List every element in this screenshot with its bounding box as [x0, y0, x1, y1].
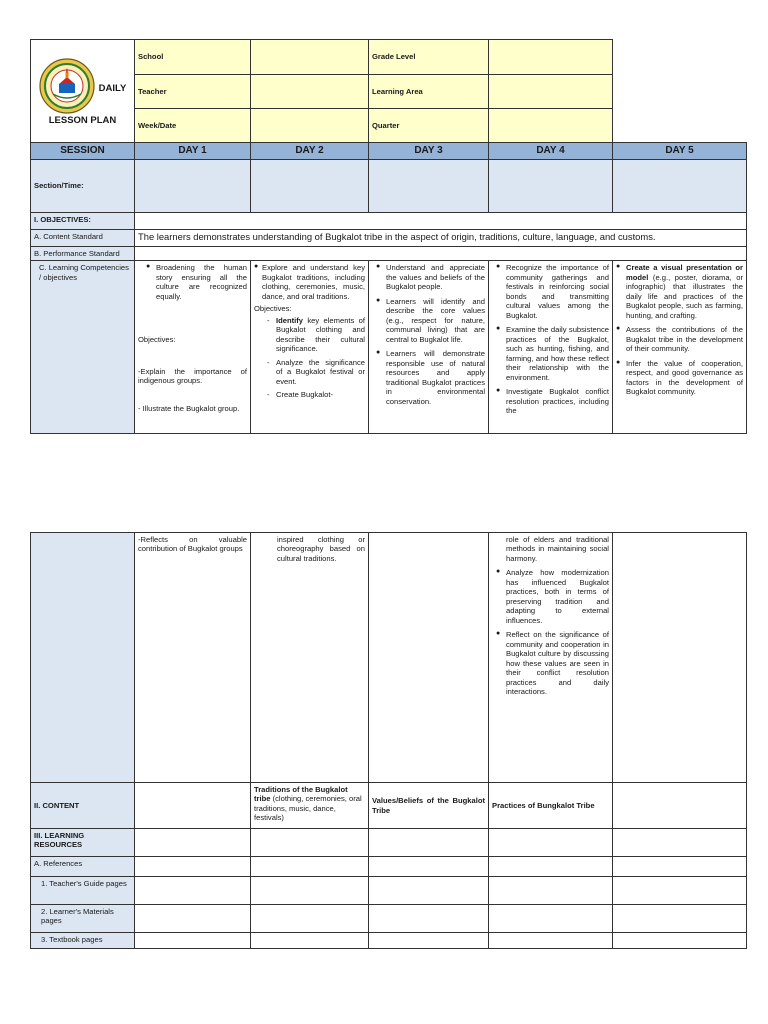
competencies-day3 — [369, 261, 489, 434]
day1-objective-2: - Illustrate the Bugkalot group. — [138, 403, 240, 413]
teachers-guide-day3[interactable] — [369, 877, 489, 905]
learning-resources-label: III. LEARNING RESOURCES — [31, 829, 135, 857]
session-header-row — [31, 143, 747, 160]
day2-objectives-label: Objectives: — [254, 304, 292, 314]
learners-materials-day3[interactable] — [369, 905, 489, 933]
day1-header: DAY 1 — [135, 143, 251, 160]
day3-header: DAY 3 — [369, 143, 489, 160]
references-day4[interactable] — [489, 857, 613, 877]
references-day2[interactable] — [251, 857, 369, 877]
learners-materials-day2[interactable] — [251, 905, 369, 933]
day2-objective-3: - Create Bugkalot- — [276, 390, 365, 399]
quarter-value[interactable] — [489, 109, 613, 143]
references-day5[interactable] — [613, 857, 747, 877]
day2-bullet: Explore and understand key Bugkalot traditions, including clothing, ceremonies, music, dance, and oral traditions. — [262, 263, 365, 301]
grade-level-label: Grade Level — [369, 40, 489, 75]
learners-materials-day4[interactable] — [489, 905, 613, 933]
day4-bullet-3-cont: role of elders and traditional methods in maintaining social harmony. — [506, 535, 609, 563]
title-lesson-plan: LESSON PLAN — [48, 114, 117, 126]
content-day2: Traditions of the Bugkalot tribe (clothing, ceremonies, oral traditions, music, dance, festivals) — [251, 783, 369, 829]
section-time-day3[interactable] — [369, 160, 489, 213]
performance-standard-label: B. Performance Standard — [31, 247, 135, 261]
competencies-day3-cont — [369, 533, 489, 783]
content-label: II. CONTENT — [31, 783, 135, 829]
content-day3: Values/Beliefs of the Bugkalot Tribe — [369, 783, 489, 829]
day3-bullet-3: ● Learners will demonstrate responsible use of natural resources and apply traditional Bugkalot practices in environmental conservation. — [386, 349, 485, 406]
competencies-day2 — [251, 261, 369, 434]
lesson-plan-table-page2 — [30, 532, 747, 949]
resources-day3[interactable] — [369, 829, 489, 857]
textbook-day3[interactable] — [369, 933, 489, 949]
lesson-plan-table-page1 — [30, 39, 747, 434]
day5-bullet-1: ● Create a visual presentation or model (e.g., poster, diorama, or infographic) that illustrates the daily life and practices of the Bugkalot people, such as farming, hunting, and crafting. — [626, 263, 743, 320]
references-day3[interactable] — [369, 857, 489, 877]
objectives-heading-blank — [135, 213, 747, 230]
quarter-label: Quarter — [369, 109, 489, 143]
competencies-day1-cont: -Reflects on valuable contribution of Bugkalot groups — [135, 533, 251, 783]
header-title-cell — [31, 40, 135, 143]
competencies-day4-cont — [489, 533, 613, 783]
competencies-day2-cont: inspired clothing or choreography based on cultural traditions. — [251, 533, 369, 783]
textbook-day1[interactable] — [135, 933, 251, 949]
learning-area-label: Learning Area — [369, 75, 489, 109]
day4-bullet-4: ● Analyze how modernization has influenced Bugkalot practices, both in terms of preserving tradition and adapting to external influences. — [506, 568, 609, 625]
textbook-label: 3. Textbook pages — [31, 933, 135, 949]
content-standard-text: The learners demonstrates understanding of Bugkalot tribe in the aspect of origin, traditions, culture, language, and customs. — [135, 230, 747, 247]
teachers-guide-day2[interactable] — [251, 877, 369, 905]
week-date-label: Week/Date — [135, 109, 251, 143]
content-standard-label: A. Content Standard — [31, 230, 135, 247]
teacher-value[interactable] — [251, 75, 369, 109]
week-date-value[interactable] — [251, 109, 369, 143]
day3-bullet-2: ● Learners will identify and describe the core values (e.g., respect for nature, communal living) that are central to Bugkalot life. — [386, 297, 485, 344]
bullet-icon: ● — [254, 263, 259, 271]
resources-day4[interactable] — [489, 829, 613, 857]
references-day1[interactable] — [135, 857, 251, 877]
performance-standard-text[interactable] — [135, 247, 747, 261]
objectives-heading: I. OBJECTIVES: — [31, 213, 135, 230]
teacher-label: Teacher — [135, 75, 251, 109]
resources-day1[interactable] — [135, 829, 251, 857]
teachers-guide-day4[interactable] — [489, 877, 613, 905]
day1-objective-1: -Explain the importance of indigenous groups. — [138, 366, 247, 386]
day4-bullet-1: ● Recognize the importance of community gatherings and festivals in reinforcing social bonds and transmitting cultural values among the Bugkalot. — [506, 263, 609, 320]
section-time-day4[interactable] — [489, 160, 613, 213]
content-day1[interactable] — [135, 783, 251, 829]
session-label: SESSION — [31, 143, 135, 160]
school-seal-icon — [39, 58, 95, 114]
title-daily: DAILY — [98, 82, 127, 94]
section-time-day1[interactable] — [135, 160, 251, 213]
competencies-label: C. Learning Competencies / objectives — [31, 261, 135, 434]
teachers-guide-day1[interactable] — [135, 877, 251, 905]
textbook-day2[interactable] — [251, 933, 369, 949]
content-day5[interactable] — [613, 783, 747, 829]
day4-header: DAY 4 — [489, 143, 613, 160]
competencies-day1 — [135, 261, 251, 434]
day3-bullet-1: ● Understand and appreciate the values and beliefs of the Bugkalot people. — [386, 263, 485, 291]
day4-bullet-3: ● Investigate Bugkalot conflict resolution practices, including the — [506, 387, 609, 415]
day2-header: DAY 2 — [251, 143, 369, 160]
learners-materials-day1[interactable] — [135, 905, 251, 933]
learning-area-value[interactable] — [489, 75, 613, 109]
textbook-day5[interactable] — [613, 933, 747, 949]
competencies-day5-cont — [613, 533, 747, 783]
competencies-label-cont — [31, 533, 135, 783]
section-time-day5[interactable] — [613, 160, 747, 213]
competencies-day4 — [489, 261, 613, 434]
school-value[interactable] — [251, 40, 369, 75]
day2-objective-2: - Analyze the significance of a Bugkalot festival or event. — [276, 358, 365, 386]
header-blank — [613, 40, 747, 143]
teachers-guide-day5[interactable] — [613, 877, 747, 905]
content-day4: Practices of Bungkalot Tribe — [489, 783, 613, 829]
school-label: School — [135, 40, 251, 75]
resources-day5[interactable] — [613, 829, 747, 857]
teachers-guide-label: 1. Teacher's Guide pages — [31, 877, 135, 905]
day2-objective-1: - Identify key elements of Bugkalot clothing and describe their cultural significance. — [276, 316, 365, 354]
resources-day2[interactable] — [251, 829, 369, 857]
learners-materials-day5[interactable] — [613, 905, 747, 933]
learners-materials-label: 2. Learner's Materials pages — [31, 905, 135, 933]
grade-level-value[interactable] — [489, 40, 613, 75]
competencies-day5 — [613, 261, 747, 434]
day5-bullet-2: ● Assess the contributions of the Bugkalot tribe in the development of their community. — [626, 325, 743, 353]
day1-objectives-label: Objectives: — [138, 335, 176, 345]
day4-bullet-2: ● Examine the daily subsistence practices of the Bugkalot, such as hunting, fishing, and farming, and how these reflect their relationship with the environment. — [506, 325, 609, 382]
day5-bullet-3: ● Infer the value of cooperation, respect, and good governance as factors in the development of Bugkalot community. — [626, 359, 743, 397]
day5-header: DAY 5 — [613, 143, 747, 160]
day4-bullet-5: ● Reflect on the significance of community and cooperation in Bugkalot culture by discussing how these values are seen in their conflict resolution practices and daily interactions. — [506, 630, 609, 696]
section-time-day2[interactable] — [251, 160, 369, 213]
day1-bullet: ● Broadening the human story ensuring all the culture are recognized equally. — [156, 263, 247, 301]
section-time-label: Section/Time: — [31, 160, 135, 213]
textbook-day4[interactable] — [489, 933, 613, 949]
references-label: A. References — [31, 857, 135, 877]
